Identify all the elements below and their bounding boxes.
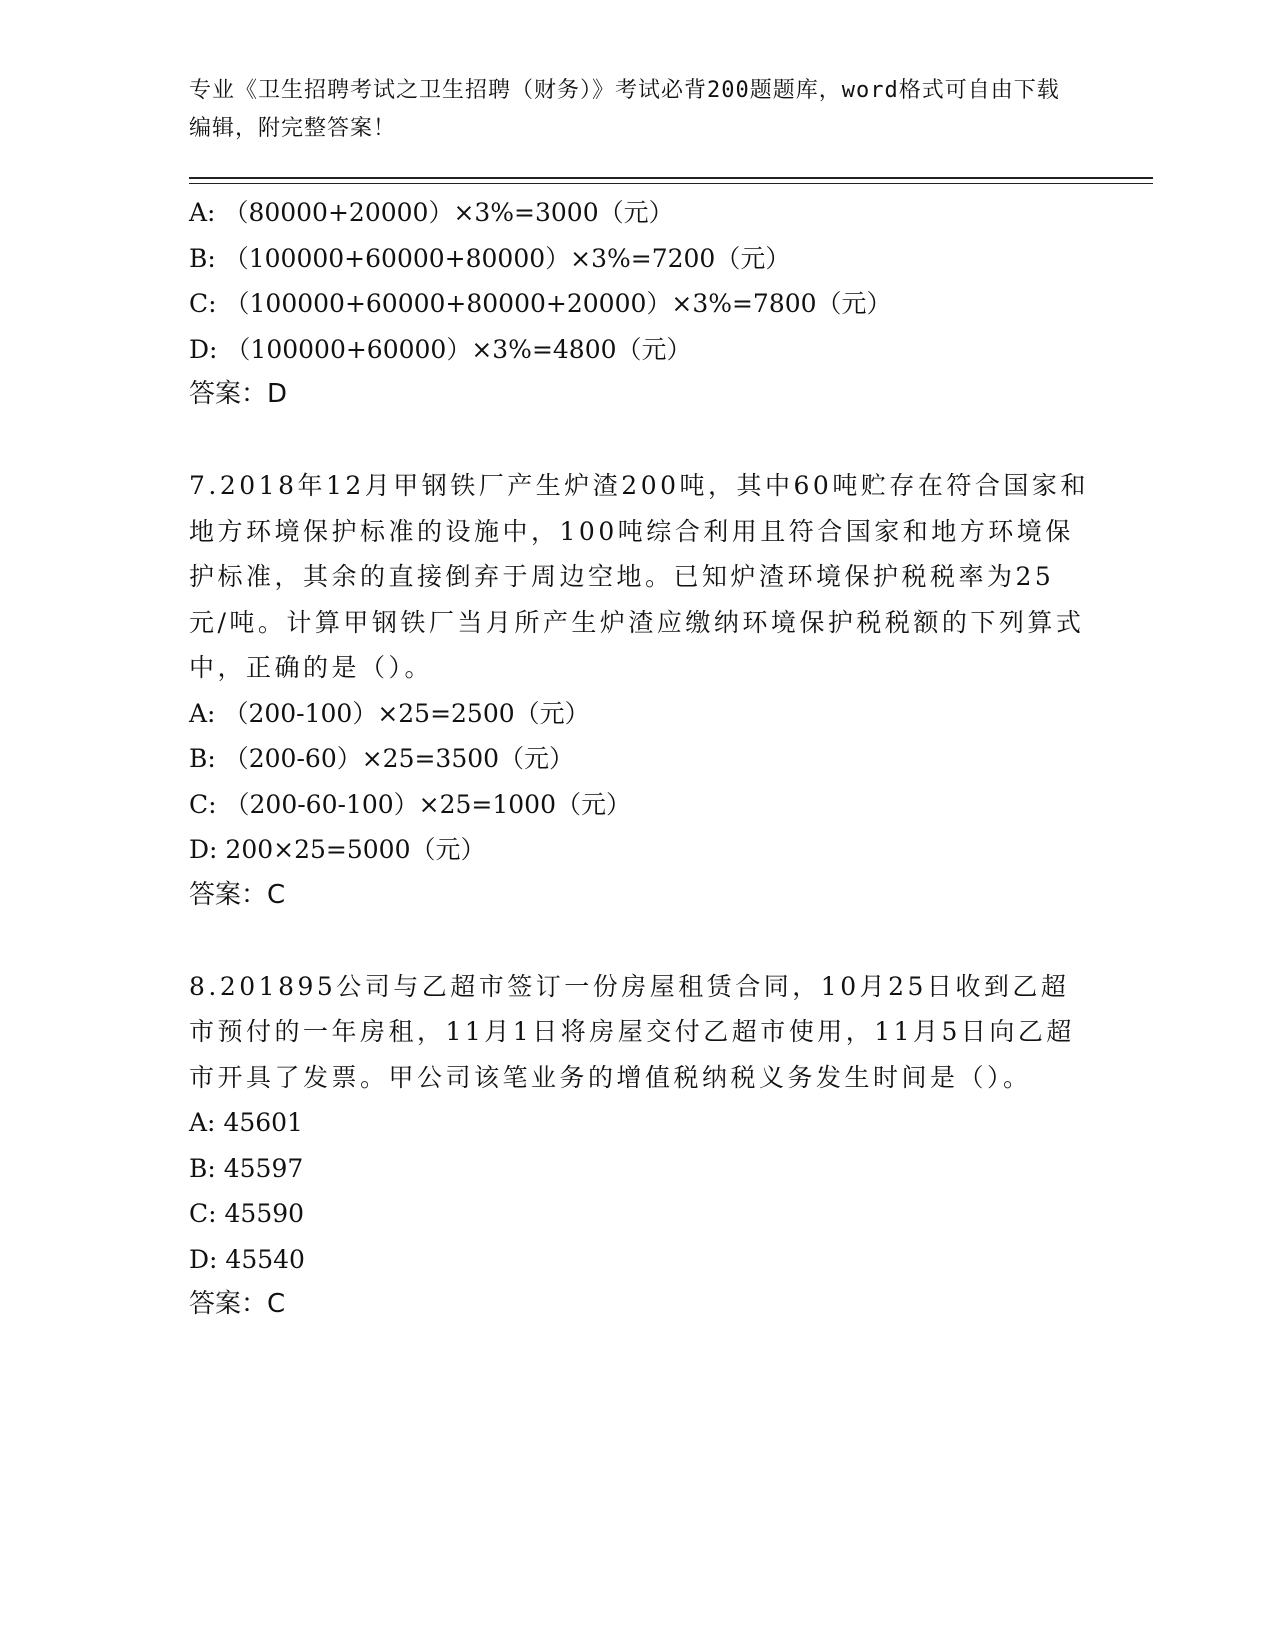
prev-question-block: [189, 190, 1089, 418]
question-block-8: [189, 964, 1089, 1328]
option-a: A: （80000+20000）×3%=3000（元）: [189, 198, 674, 227]
spacer: [189, 418, 1089, 464]
header-title: 专业《卫生招聘考试之卫生招聘（财务）》考试必背200题题库，word格式可自由下载编辑，附完整答案！: [189, 78, 1060, 141]
option-c: C: （100000+60000+80000+20000）×3%=7800（元）: [189, 289, 892, 318]
option-d: D: 200×25=5000（元）: [189, 835, 486, 864]
option-d: D: 45540: [189, 1244, 305, 1274]
question-block-7: [189, 463, 1089, 918]
option-c: C: 45590: [189, 1199, 305, 1228]
question-stem: 8.201895公司与乙超市签订一份房屋租赁合同，10月25日收到乙超市预付的一年房租，11月1日将房屋交付乙超市使用，11月5日向乙超市开具了发票。甲公司该笔业务的增值税纳税义务发生时间是（）。: [189, 971, 1075, 1092]
option-a: A: （200-100）×25=2500（元）: [189, 698, 590, 728]
header-divider: [189, 177, 1153, 179]
answer-line: 答案：D: [189, 379, 288, 409]
answer-line: 答案：C: [189, 879, 286, 910]
question-stem: 7.2018年12月甲钢铁厂产生炉渣200吨，其中60吨贮存在符合国家和地方环境保护标准的设施中，100吨综合利用且符合国家和地方环境保护标准，其余的直接倒弃于周边空地。已知炉渣环境保护税税率为25元/吨。计算甲钢铁厂当月所产生炉渣应缴纳环境保护税税额的下列算式中，正确的是（）。: [189, 471, 1089, 682]
document-body: [189, 190, 1089, 1328]
option-d: D: （100000+60000）×3%=4800（元）: [189, 334, 692, 364]
option-c: C: （200-60-100）×25=1000（元）: [189, 789, 631, 819]
document-header: [189, 72, 1069, 148]
answer-line: 答案：C: [189, 1289, 286, 1319]
option-b: B: 45597: [189, 1153, 304, 1183]
spacer: [189, 918, 1089, 964]
option-b: B: （200-60）×25=3500（元）: [189, 744, 575, 773]
option-a: A: 45601: [189, 1108, 303, 1137]
option-b: B: （100000+60000+80000）×3%=7200（元）: [189, 243, 791, 273]
header-divider-thin: [189, 183, 1153, 184]
